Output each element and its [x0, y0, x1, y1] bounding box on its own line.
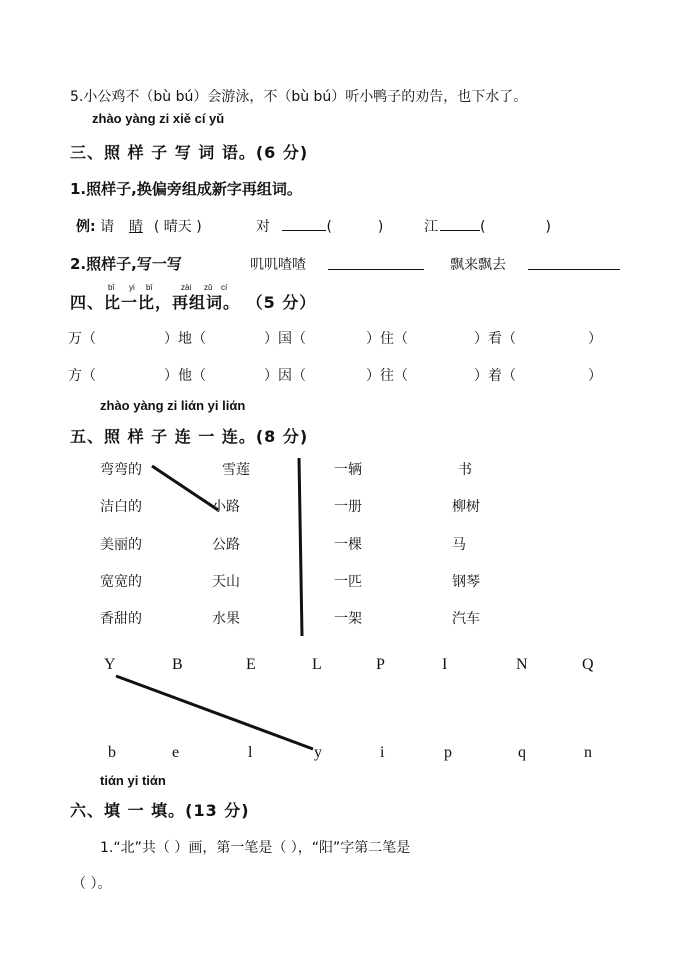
match-object: 马 [452, 537, 466, 553]
uppercase-letter: B [172, 656, 183, 673]
word-group-item: ）因（ [264, 368, 306, 384]
word-group-item: 方（ [68, 368, 96, 384]
lowercase-letter: q [518, 744, 526, 761]
match-adjective: 宽宽的 [100, 574, 142, 590]
match-measure-word: 一架 [334, 611, 362, 627]
lowercase-letter: n [584, 744, 592, 761]
section-5-title: 五、照 样 子 连 一 连。(8 分) [70, 427, 309, 446]
uppercase-letter: Q [582, 656, 594, 673]
pinyin-bi-2: bǐ [146, 283, 153, 292]
section-6-question-1: 1.“北”共（ ）画，第一笔是（ ），“阳”字第二笔是 [100, 840, 411, 856]
word-group-item: ）他（ [164, 368, 206, 384]
char-jiang: 江 [424, 219, 438, 235]
example-abab-word-2: 飘来飘去 [450, 257, 506, 273]
example-connect-line-letters [116, 676, 313, 749]
match-object: 书 [458, 462, 472, 478]
example-label: 例: [76, 219, 96, 235]
paren-open: ( [480, 219, 486, 235]
match-measure-word: 一册 [334, 499, 362, 515]
match-object: 汽车 [452, 611, 480, 627]
question-5-sentence: 5.小公鸡不（bù bú）会游泳，不（bù bú）听小鸭子的劝告，也下水了。 [70, 89, 528, 105]
section-6-title: 六、填 一 填。(13 分) [70, 801, 250, 820]
match-noun: 水果 [212, 611, 240, 627]
uppercase-letter: N [516, 656, 528, 673]
match-adjective: 洁白的 [100, 499, 142, 515]
word-group-item: ）着（ [474, 368, 516, 384]
divider-line [299, 458, 302, 636]
pinyin-bi-1: bǐ [108, 283, 115, 292]
word-group-item: ）看（ [474, 331, 516, 347]
match-object: 钢琴 [452, 574, 480, 590]
match-noun: 小路 [212, 499, 240, 515]
pinyin-zai: zài [181, 283, 192, 292]
paren-close: ) [377, 219, 384, 235]
section-6-pinyin: tiάn yi tiάn [100, 773, 166, 788]
example-word: ( 晴天 ) [153, 219, 202, 235]
word-group-item: ）住（ [366, 331, 408, 347]
example-abab-word-1: 叽叽喳喳 [250, 257, 306, 273]
word-group-item: ）地（ [164, 331, 206, 347]
section-3-pinyin: zhào yàng zi xiě cí yǔ [92, 111, 225, 126]
uppercase-letter: L [312, 656, 322, 673]
lowercase-letter: e [172, 744, 180, 761]
word-group-item: ）往（ [366, 368, 408, 384]
example-char: 请 [100, 219, 115, 235]
match-adjective: 弯弯的 [100, 462, 142, 478]
section-3-title: 三、照 样 子 写 词 语。(6 分) [70, 143, 309, 162]
lowercase-letter: p [444, 744, 452, 761]
section-3-question-2: 2.照样子,写一写 [70, 255, 182, 273]
match-noun: 天山 [212, 574, 240, 590]
word-group-item: ）国（ [264, 331, 306, 347]
match-measure-word: 一棵 [334, 537, 362, 553]
uppercase-letter: E [246, 656, 256, 673]
match-measure-word: 一辆 [334, 462, 362, 478]
word-group-item: ） [588, 368, 602, 384]
uppercase-letter: I [442, 656, 448, 673]
pinyin-yi: yi [129, 283, 135, 292]
match-noun: 公路 [212, 537, 240, 553]
char-dui: 对 [256, 219, 270, 235]
section-6-question-1-cont: （ ）。 [72, 876, 112, 892]
word-group-item: 万（ [68, 331, 96, 347]
lowercase-letter: l [248, 744, 253, 761]
lowercase-letter: i [380, 744, 385, 761]
paren-close: ) [545, 219, 551, 235]
section-4-title: 四、比一比，再组词。 （5 分） [70, 293, 317, 312]
match-measure-word: 一匹 [334, 574, 362, 590]
paren-open: ( [326, 219, 332, 235]
pinyin-zu: zǔ [204, 283, 213, 292]
match-noun: 雪莲 [222, 462, 250, 478]
section-3-question-1: 1.照样子,换偏旁组成新字再组词。 [70, 180, 302, 198]
match-object: 柳树 [452, 499, 480, 515]
lowercase-letter: y [314, 744, 322, 761]
pinyin-ci: cí [221, 283, 228, 292]
match-adjective: 香甜的 [100, 611, 142, 627]
lowercase-letter: b [108, 744, 116, 761]
example-new-char: 睛 [128, 219, 143, 235]
word-group-item: ） [588, 331, 602, 347]
uppercase-letter: P [376, 656, 385, 673]
example-connect-line-words [152, 466, 218, 510]
section-5-pinyin: zhào yàng zi liάn yi liάn [100, 398, 246, 413]
match-adjective: 美丽的 [100, 537, 142, 553]
uppercase-letter: Y [104, 656, 116, 673]
